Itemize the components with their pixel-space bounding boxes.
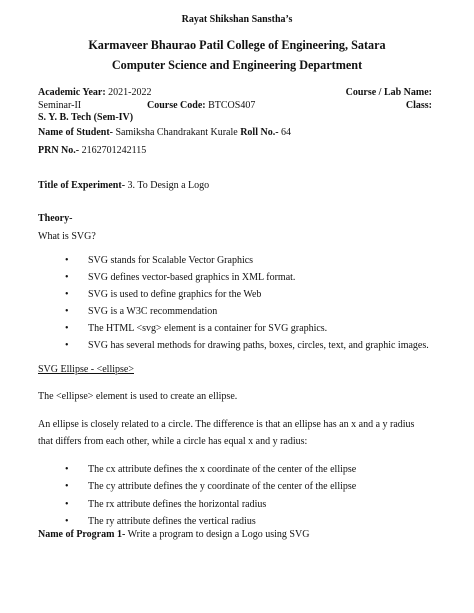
department-name: Computer Science and Engineering Department (111, 58, 363, 72)
class-label: Class: (405, 100, 432, 111)
program-line (38, 529, 309, 540)
prn-line (38, 145, 146, 156)
roll-value: 64 (281, 127, 292, 138)
list-item: • The rx attribute defines the horizontal radius (62, 496, 356, 513)
experiment-title (38, 180, 209, 191)
program-value: Write a program to design a Logo using SVG (127, 529, 310, 540)
list-item: • The HTML <svg> element is a container for SVG graphics. (62, 320, 429, 337)
experiment-title-label: Title of Experiment- (38, 180, 126, 191)
list-item: • The cy attribute defines the y coordinate of the center of the ellipse (62, 478, 356, 495)
academic-year (38, 87, 152, 98)
svg-points-list (62, 252, 429, 354)
list-item: • The cx attribute defines the x coordinate of the center of the ellipse (62, 461, 356, 478)
list-item: • SVG stands for Scalable Vector Graphics (62, 252, 429, 269)
course-code-value: BTCOS407 (208, 100, 256, 111)
program-label: Name of Program 1- (38, 529, 126, 540)
ellipse-paragraph-line-2: that differs from each other, while a circle has equal x and y radius: (38, 436, 308, 447)
course-lab-label: Course / Lab Name: (345, 87, 432, 98)
ellipse-heading: SVG Ellipse - <ellipse> (38, 364, 134, 375)
student-label: Name of Student- (38, 127, 113, 138)
course-code (147, 100, 255, 111)
svg-question: What is SVG? (38, 231, 96, 242)
student-line (38, 127, 291, 138)
list-item: • SVG is a W3C recommendation (62, 303, 429, 320)
course-code-label: Course Code: (147, 100, 206, 111)
list-item: • The ry attribute defines the vertical radius (62, 513, 356, 530)
roll-label: Roll No.- (240, 127, 279, 138)
seminar-name: Seminar-II (38, 100, 82, 111)
ellipse-points-list (62, 461, 356, 531)
ellipse-paragraph-line-1: An ellipse is closely related to a circle. The difference is that an ellipse has an x and a y radius (38, 419, 415, 430)
student-value: Samiksha Chandrakant Kurale (115, 127, 238, 138)
list-item: • SVG is used to define graphics for the Web (62, 286, 429, 303)
society-name: Rayat Shikshan Sanstha’s (181, 14, 293, 25)
prn-value: 2162701242115 (81, 145, 147, 156)
college-name: Karmaveer Bhaurao Patil College of Engineering, Satara (88, 38, 386, 52)
class-value: S. Y. B. Tech (Sem-IV) (38, 112, 134, 123)
prn-label: PRN No.- (38, 145, 80, 156)
experiment-title-value: 3. To Design a Logo (127, 180, 210, 191)
theory-heading: Theory- (38, 213, 73, 224)
academic-year-value: 2021-2022 (108, 87, 152, 98)
ellipse-intro: The <ellipse> element is used to create an ellipse. (38, 391, 238, 402)
list-item: • SVG has several methods for drawing paths, boxes, circles, text, and graphic images. (62, 337, 429, 354)
academic-year-label: Academic Year: (38, 87, 106, 98)
list-item: • SVG defines vector-based graphics in XML format. (62, 269, 429, 286)
